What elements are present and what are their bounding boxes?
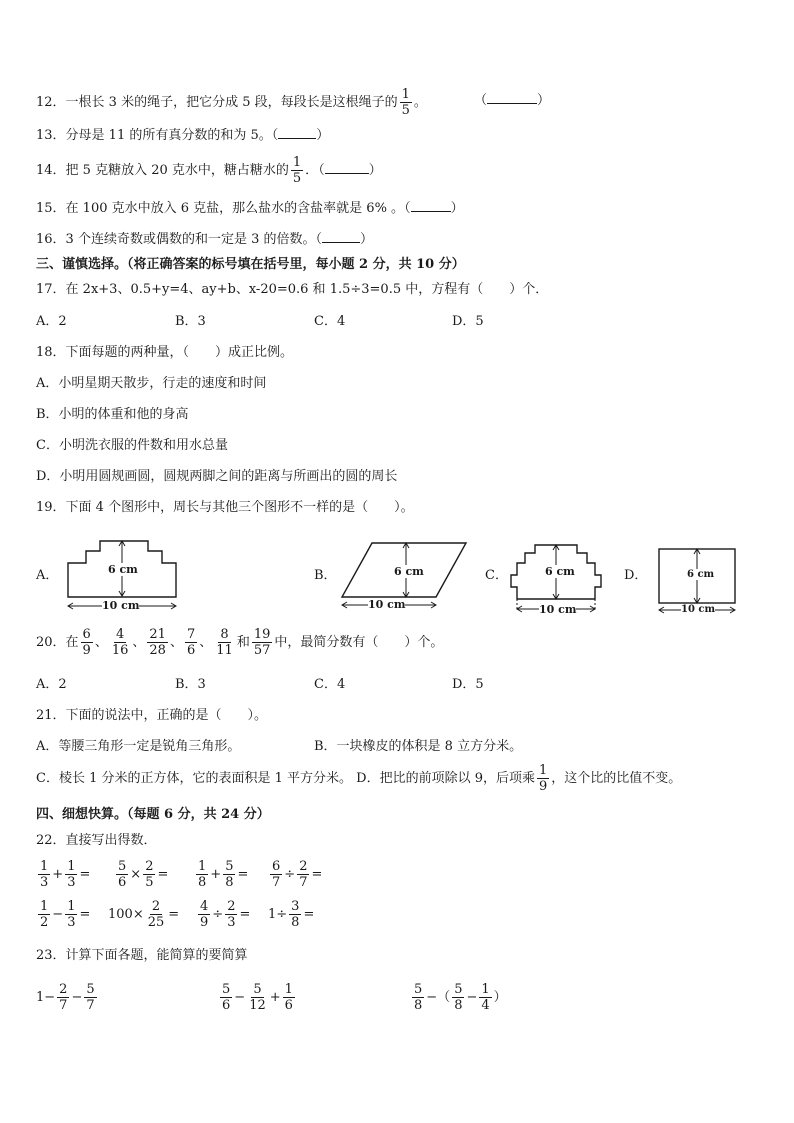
answer-blank[interactable] [278, 127, 316, 139]
option-20-b[interactable]: B．3 [175, 677, 206, 692]
fraction [225, 900, 237, 929]
question-23-stem: 23．计算下面各题，能简算的要简算 [36, 948, 248, 963]
denominator: 6 [222, 998, 231, 1013]
numerator: 1 [539, 763, 548, 778]
expression-1 [36, 983, 99, 1012]
section-4-title: 四、细想快算。（每题 6 分，共 24 分） [36, 807, 270, 822]
numerator: 5 [222, 982, 231, 997]
option-19-d-label[interactable]: D． [624, 568, 648, 583]
separator: 、 [132, 635, 146, 650]
answer-blank[interactable] [325, 162, 369, 174]
option-20-a[interactable]: A．2 [36, 677, 67, 692]
equals-sign: = [79, 907, 91, 922]
fraction [81, 628, 93, 657]
paren-close: ） [368, 163, 382, 178]
calc-item [268, 900, 314, 929]
numerator: 7 [186, 627, 196, 642]
numerator: 4 [115, 627, 125, 642]
denominator: 8 [454, 998, 463, 1013]
option-20-c[interactable]: C．4 [314, 677, 346, 692]
fraction [291, 156, 303, 185]
numerator: 2 [299, 859, 308, 874]
numerator: 2 [151, 899, 161, 914]
option-17-b[interactable]: B．3 [175, 314, 206, 329]
option-17-c[interactable]: C．4 [314, 314, 346, 329]
numerator: 2 [227, 899, 236, 914]
question-12 [36, 88, 427, 117]
numerator: 1 [67, 899, 76, 914]
equals-sign: = [237, 867, 249, 882]
fraction [283, 983, 295, 1012]
paren-open: （ [315, 232, 323, 247]
option-21-c[interactable]: C．棱长 1 分米的正方体，它的表面积是 1 平方分米。 [36, 771, 353, 786]
width-label: 10 cm [681, 604, 716, 615]
fraction [270, 860, 282, 889]
denominator: 3 [227, 915, 236, 930]
numerator: 1 [401, 87, 410, 102]
denominator: 7 [299, 875, 308, 890]
fraction [38, 900, 50, 929]
operator: + [210, 867, 222, 882]
paren-close: ） [316, 128, 330, 143]
denominator: 2 [40, 915, 49, 930]
option-21-b[interactable]: B．一块橡皮的体积是 8 立方分米。 [314, 739, 523, 754]
figure-c-notched-shape [507, 541, 607, 617]
denominator: 57 [253, 643, 271, 658]
figure-d-rectangle [655, 545, 739, 617]
equals-sign: = [157, 867, 169, 882]
denominator: 6 [186, 643, 196, 658]
numerator: 1 [284, 982, 293, 997]
numerator: 1 [292, 155, 302, 170]
question-text: 20．在 [36, 635, 79, 650]
calc-item [194, 860, 248, 889]
equals-sign: = [303, 907, 315, 922]
denominator: 9 [82, 643, 91, 658]
operator: − [466, 990, 478, 1005]
numerator: 6 [272, 859, 281, 874]
numerator: 1 [481, 982, 490, 997]
question-15 [36, 200, 464, 215]
paren-open: （ [271, 128, 279, 143]
question-17-stem: 17．在 2x+3、0.5+y=4、ay+b、x-20=0.6 和 1.5÷3=0.5 中，方程有（ ）个． [36, 282, 549, 297]
denominator: 3 [40, 875, 49, 890]
question-number: 15． [36, 201, 66, 216]
equals-sign: = [79, 867, 91, 882]
height-label: 6 cm [687, 569, 715, 580]
fraction [57, 983, 69, 1012]
question-text: 中，最简分数有（ ）个。 [274, 635, 444, 650]
fraction [252, 628, 273, 657]
fraction [479, 983, 491, 1012]
fraction [116, 860, 128, 889]
question-text: 和 [236, 635, 250, 650]
fraction [400, 88, 412, 117]
option-21-a[interactable]: A．等腰三角形一定是锐角三角形。 [36, 739, 241, 754]
operator: − [234, 990, 246, 1005]
question-text: 把 5 克糖放入 20 克水中，糖占糖水的 [65, 163, 289, 178]
fraction [289, 900, 301, 929]
calc-item [268, 860, 322, 889]
numerator: 21 [149, 627, 166, 642]
option-18-b[interactable]: B．小明的体重和他的身高 [36, 407, 189, 422]
numerator: 5 [225, 859, 234, 874]
paren-close: ） [537, 93, 551, 108]
denominator: 5 [401, 103, 410, 118]
fraction [110, 628, 131, 657]
operand: 1− [36, 990, 56, 1005]
option-17-a[interactable]: A．2 [36, 314, 67, 329]
paren-open: （ [474, 93, 488, 108]
denominator: 8 [198, 875, 207, 890]
denominator: 7 [59, 998, 68, 1013]
fraction [146, 900, 167, 929]
question-number: 16． [36, 232, 66, 247]
fraction [38, 860, 50, 889]
option-text: D．把比的前项除以 9，后项乘 [356, 771, 535, 786]
option-text: ，这个比的比值不变。 [551, 771, 682, 786]
denominator: 6 [284, 998, 293, 1013]
numerator: 5 [118, 859, 127, 874]
operator: + [52, 867, 64, 882]
denominator: 7 [86, 998, 95, 1013]
numerator: 1 [198, 859, 207, 874]
denominator: 25 [147, 915, 165, 930]
fraction [220, 983, 232, 1012]
fraction [214, 628, 235, 657]
option-18-d[interactable]: D．小明用圆规画圆，圆规两脚之间的距离与所画出的圆的周长 [36, 469, 398, 484]
numerator: 3 [291, 899, 300, 914]
numerator: 1 [40, 899, 49, 914]
expression-2 [218, 983, 297, 1012]
denominator: 8 [225, 875, 234, 890]
denominator: 9 [539, 779, 548, 794]
fraction [143, 860, 155, 889]
width-label: 10 cm [102, 599, 140, 612]
separator: 、 [94, 635, 108, 650]
figure-b-parallelogram [338, 537, 470, 613]
denominator: 3 [67, 915, 76, 930]
numerator: 8 [220, 627, 229, 642]
fraction [247, 983, 268, 1012]
fraction [196, 860, 208, 889]
question-21-stem: 21．下面的说法中，正确的是（ ）。 [36, 708, 268, 723]
calc-item [36, 900, 90, 929]
numerator: 6 [82, 627, 91, 642]
fraction [65, 860, 77, 889]
answer-paren-12[interactable] [474, 92, 550, 107]
height-label: 6 cm [394, 565, 424, 578]
option-18-c[interactable]: C．小明洗衣服的件数和用水总量 [36, 438, 228, 453]
numerator: 1 [67, 859, 76, 874]
width-label: 10 cm [539, 603, 577, 616]
question-text: 一根长 3 米的绳子，把它分成 5 段，每段长是这根绳子的 [65, 95, 398, 110]
option-21-d[interactable] [356, 763, 682, 794]
equals-sign: = [239, 907, 251, 922]
operator: × [130, 867, 142, 882]
question-text: ． [305, 163, 319, 178]
separator: 、 [169, 635, 183, 650]
question-20-stem [36, 628, 443, 657]
numerator: 5 [86, 982, 95, 997]
fraction [198, 900, 210, 929]
fraction [185, 628, 197, 657]
denominator: 4 [481, 998, 490, 1013]
fraction [84, 983, 96, 1012]
question-number: 14． [36, 163, 66, 178]
option-17-d[interactable]: D．5 [452, 314, 484, 329]
denominator: 6 [118, 875, 127, 890]
fraction [223, 860, 235, 889]
numerator: 5 [414, 982, 423, 997]
operator: − [71, 990, 83, 1005]
question-19-stem: 19．下面 4 个图形中，周长与其他三个图形不一样的是（ ）。 [36, 500, 414, 515]
option-19-c-label[interactable]: C． [485, 568, 508, 583]
denominator: 3 [67, 875, 76, 890]
numerator: 19 [253, 627, 271, 642]
answer-blank[interactable] [487, 92, 537, 104]
figure-a-stepped-rectangle [64, 535, 180, 615]
answer-blank[interactable] [322, 231, 360, 243]
question-22-stem: 22．直接写出得数． [36, 833, 157, 848]
calc-item [114, 860, 168, 889]
fraction [65, 900, 77, 929]
option-18-a[interactable]: A．小明星期天散步，行走的速度和时间 [36, 376, 267, 391]
calc-item [36, 860, 90, 889]
question-21-row2 [36, 764, 681, 793]
denominator: 9 [200, 915, 209, 930]
operator: − [52, 907, 64, 922]
question-text: 3 个连续奇数或偶数的和一定是 3 的倍数。 [65, 232, 316, 247]
height-label: 6 cm [545, 565, 575, 578]
option-19-a-label[interactable]: A． [36, 568, 59, 583]
section-3-title: 三、谨慎选择。（将正确答案的标号填在括号里，每小题 2 分，共 10 分） [36, 257, 465, 272]
numerator: 4 [200, 899, 209, 914]
numerator: 5 [454, 982, 463, 997]
numerator: 1 [40, 859, 49, 874]
fraction [297, 860, 309, 889]
paren-close: ） [450, 201, 464, 216]
fraction [537, 764, 549, 793]
denominator: 16 [111, 643, 129, 658]
question-text: 在 100 克水中放入 6 克盐，那么盐水的含盐率就是 6% 。 [65, 201, 405, 216]
question-13 [36, 127, 329, 142]
question-number: 12． [36, 95, 66, 110]
question-text: 分母是 11 的所有真分数的和为 5。 [65, 128, 272, 143]
denominator: 28 [149, 643, 166, 658]
option-19-b-label[interactable]: B． [314, 568, 337, 583]
question-14 [36, 156, 382, 185]
equals-sign: = [168, 907, 180, 922]
answer-blank[interactable] [411, 200, 451, 212]
operator: + [269, 990, 281, 1005]
calc-item [108, 900, 179, 929]
operand: 1÷ [268, 907, 288, 922]
denominator: 5 [145, 875, 154, 890]
paren-open: （ [404, 201, 411, 216]
paren-close: ） [493, 990, 507, 1005]
calc-item [196, 900, 250, 929]
operator: ÷ [284, 867, 296, 882]
operator: −（ [426, 990, 451, 1005]
fraction [147, 628, 168, 657]
question-number: 13． [36, 128, 66, 143]
expression-3 [410, 983, 507, 1012]
denominator: 11 [216, 643, 233, 658]
operand: 100× [108, 907, 144, 922]
operator: ÷ [212, 907, 224, 922]
paren-open: （ [318, 163, 325, 178]
width-label: 10 cm [368, 598, 406, 611]
option-20-d[interactable]: D．5 [452, 677, 484, 692]
denominator: 12 [249, 998, 266, 1013]
question-16 [36, 231, 373, 246]
paren-close: ） [360, 232, 374, 247]
denominator: 8 [414, 998, 423, 1013]
numerator: 2 [59, 982, 68, 997]
denominator: 8 [291, 915, 300, 930]
fraction [412, 983, 424, 1012]
height-label: 6 cm [108, 563, 138, 576]
question-18-stem: 18．下面每题的两种量，（ ）成正比例。 [36, 345, 294, 360]
denominator: 7 [272, 875, 281, 890]
separator: 、 [199, 635, 213, 650]
question-text: 。 [413, 95, 427, 110]
numerator: 5 [253, 982, 262, 997]
denominator: 5 [292, 171, 302, 186]
fraction [452, 983, 464, 1012]
numerator: 2 [145, 859, 154, 874]
equals-sign: = [311, 867, 323, 882]
